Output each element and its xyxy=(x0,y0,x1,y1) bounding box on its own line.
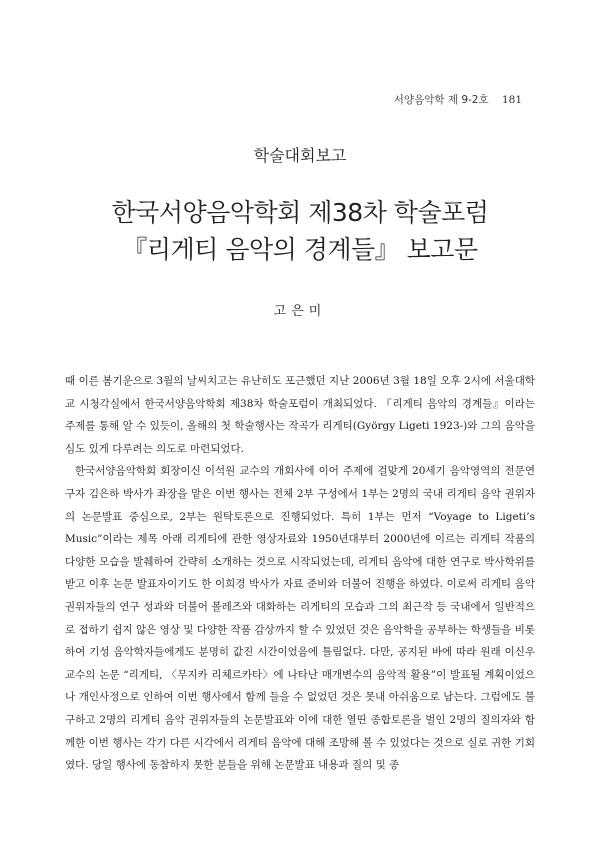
title-line-2: 『리게티 음악의 경계들』 보고문 xyxy=(122,235,478,264)
page-number: 181 xyxy=(501,94,522,106)
paragraph: 한국서양음악학회 회장이신 이석원 교수의 개회사에 이어 주제에 걸맞게 20세기 음악영역의 전문연구자 김은하 박사가 좌장을 맡은 이번 행사는 전체 2부 구성에서 1부는 2명의 국내 리게티 음악 권위자의 논문발표 중심으로, 2부는 원탁토론으로 진행되었다. 특히 1부는 먼저 “Voyage to Ligeti’s Music”이라는 제목 아래 리게티에 관한 영상자료와 1950년대부터 2000년에 이르는 리게티 작품의 다양한 모습을 발췌하여 간략히 소개하는 것으로 시작되었는데, 리게티 음악에 대한 연구로 박사학위를 받고 이후 논문 발표자이기도 한 이희경 박사가 자료 준비와 더불어 진행을 하였다. 이로써 리게티 음악 권위자들의 연구 성과와 더불어 볼레즈와 대화하는 리게티의 모습과 그의 최근작 등 국내에서 일반적으로 접하기 쉽지 않은 영상 및 다양한 작품 감상까지 할 수 있었던 것은 음악학을 공부하는 학생들을 비롯하여 기성 음악학자들에게도 분명히 값진 시간이었음에 틀림없다. 다만, 공지된 바에 따라 원래 이신우 교수의 논문 “리게티, 〈무지카 리체르카타〉에 나타난 매개변수의 음악적 활용”이 발표될 계획이었으나 개인사정으로 인하여 이번 행사에서 함께 들을 수 없었던 것은 못내 아쉬움으로 남는다. 그럼에도 불구하고 2명의 리게티 음악 권위자들의 논문발표와 이에 대한 열띤 종합토론을 벌인 2명의 질의자와 함께한 이번 행사는 각기 다른 시각에서 리게티 음악에 대해 조망해 볼 수 있었다는 것으로 실로 귀한 기회였다. 당일 행사에 동참하지 못한 분들을 위해 논문발표 내용과 질의 및 종 xyxy=(65,465,535,772)
body-text xyxy=(65,370,535,777)
section-label: 학술대회보고 xyxy=(253,146,347,165)
paragraph: 때 이른 봄기운으로 3월의 날씨치고는 유난히도 포근했던 지난 2006년 3월 18일 오후 2시에 서울대학교 시청각실에서 한국서양음악학회 제38차 학술포럼이 개최되었다. 『리게티 음악의 경계들』이라는 주제를 통해 알 수 있듯이, 올해의 첫 학술행사는 작곡가 리게티(György Ligeti 1923-)와 그의 음악을 심도 있게 다루려는 의도로 마련되었다. xyxy=(65,375,535,455)
author-name: 고은미 xyxy=(273,304,327,319)
title-line-1: 한국서양음악학회 제38차 학술포럼 xyxy=(111,198,489,227)
article-title xyxy=(0,194,600,268)
running-header xyxy=(394,92,522,107)
journal-name: 서양음악학 제 9-2호 xyxy=(393,94,489,106)
